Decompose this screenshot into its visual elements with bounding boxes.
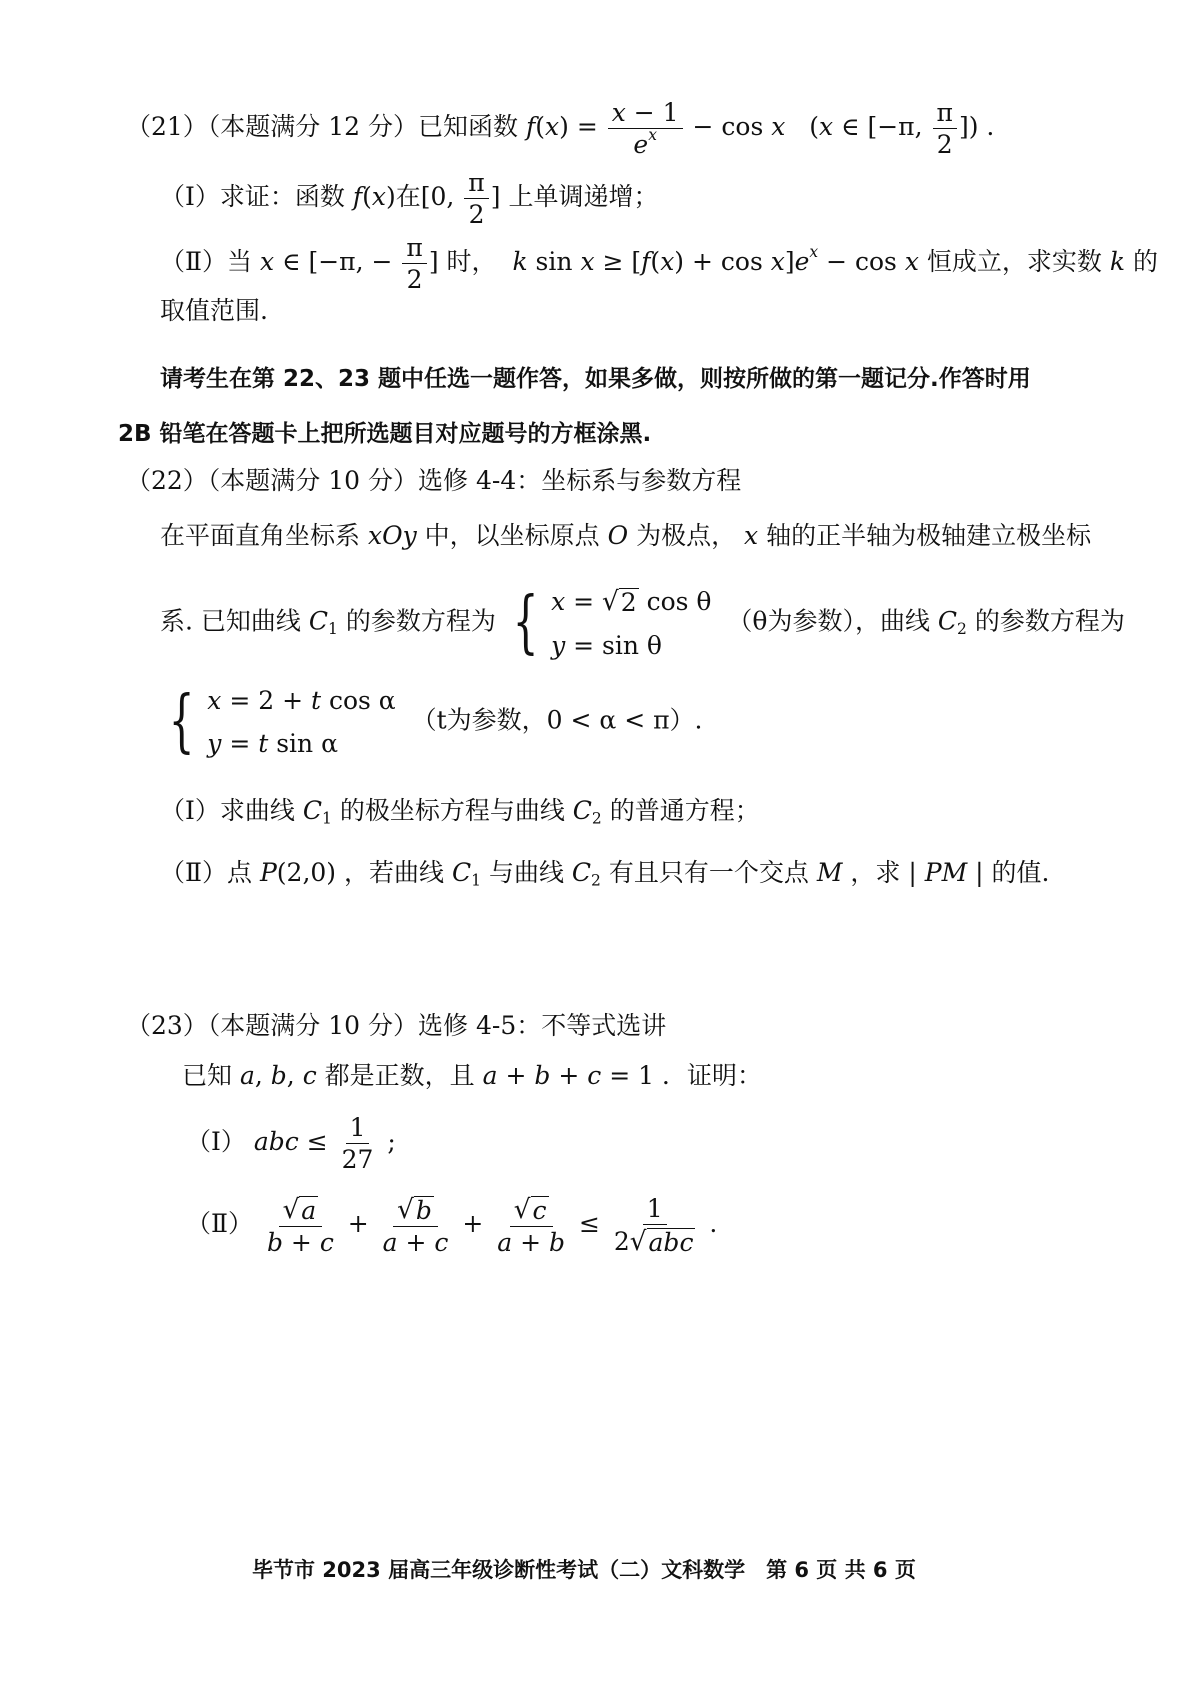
c1-system: { x = √ 2 cos θ y = sin θ <box>512 583 712 662</box>
q22-label: （22）（本题满分 10 分）选修 4-4：坐标系与参数方程 <box>126 466 742 495</box>
q22-part1: （Ⅰ）求曲线 $C_1$ 的极坐标方程与曲线 $C_2$ 的普通方程； <box>160 796 760 828</box>
q23-part2: （Ⅱ） √ a b + c + √ b a + c + √ c a + b ≤ 1 2 √ abc . <box>186 1194 718 1257</box>
q23-label: （23）（本题满分 10 分）选修 4-5：不等式选讲 <box>126 1011 667 1040</box>
instruction-line2: 2B 铅笔在答题卡上把所选题目对应题号的方框涂黑. <box>118 421 652 447</box>
q22-part2: （Ⅱ）点 P(2,0) ，若曲线 $C_1$ 与曲线 $C_2$ 有且只有一个交点 M ，求 | PM | 的值. <box>160 858 1050 890</box>
q22-text2: 系. 已知曲线 $C_1$ 的参数方程为 { x = √ 2 cos θ y = sin θ （θ为参数），曲线 $C_2$ 的参数方程为 <box>160 583 1125 662</box>
q22-text1: 在平面直角坐标系 xOy 中，以坐标原点 O 为极点， x 轴的正半轴为极轴建立极坐标 <box>160 521 1092 550</box>
q23-text: 已知 a, b, c 都是正数，且 a + b + c = 1 ．证明： <box>182 1061 762 1090</box>
c2-system: { x = 2 + t cos α y = t sin α （t为参数，0 < α < π）. <box>168 682 703 761</box>
q21-fraction: $\frac{x - 1}{e^x}$ <box>608 100 683 157</box>
q21-part2-line2: 取值范围. <box>160 296 268 325</box>
q23-part1: （Ⅰ） abc ≤ $\frac{1}{27}$ ; <box>186 1113 396 1174</box>
instruction-line1: 请考生在第 22、23 题中任选一题作答，如果多做，则按所做的第一题记分.作答时用 <box>160 366 1031 392</box>
q21-label: （21）（本题满分 12 分）已知函数 <box>126 112 519 141</box>
q21-part1: （Ⅰ）求证：函数 f(x)在[0, $\frac{\pi}{2}$ ] 上单调递增； <box>160 168 659 229</box>
page-footer: 毕节市 2023 届高三年级诊断性考试（二）文科数学 第 6 页 共 6 页 <box>252 1558 916 1582</box>
q21-stem: （21）（本题满分 12 分）已知函数 f(x) = $\frac{x - 1}{e^x}$ − cos x (x ∈ [−π, $\frac{\pi}{2}$ ]) . <box>126 98 995 159</box>
q21-part2: （Ⅱ）当 x ∈ [−π, − $\frac{\pi}{2}$ ] 时， k $\sin x \ge [f(x) + \cos x]e^x - \cos x$ 恒成立，求实数 k 的 <box>160 233 1158 294</box>
